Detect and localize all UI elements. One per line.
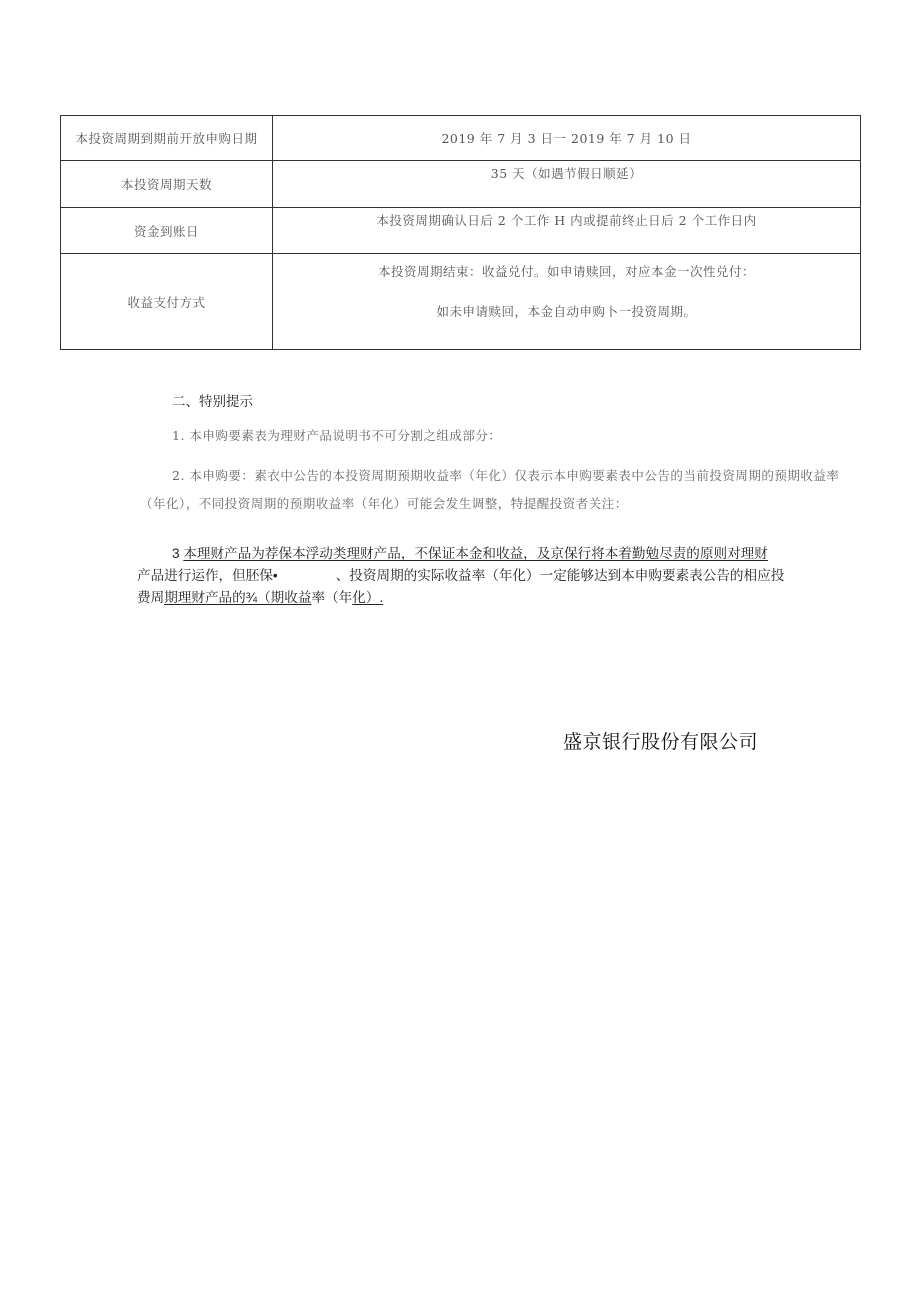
row-value: 35 天（如遇节假日顺延） bbox=[273, 161, 861, 208]
notice-paragraph-2: 2. 本申购要：素衣中公告的本投资周期预期收益率（年化）仅表示本申购要素表中公告的当前投资周期的预期收益率 bbox=[172, 468, 840, 483]
table-row bbox=[61, 116, 861, 161]
paragraph-text: 期理财产品的¾（期收益 bbox=[164, 590, 312, 605]
notice-paragraph-2-cont: （年化），不同投资周期的预期收益率（年化）可能会发生调整，特提醒投资者关注： bbox=[140, 496, 628, 511]
paragraph-text: 率（年 bbox=[311, 590, 353, 605]
paragraph-text: 费周 bbox=[137, 590, 165, 605]
row-value-line: 本投资周期结束：收益兑付。如申请赎回，对应本金一次性兑付： bbox=[377, 264, 755, 279]
row-value-line: 如未申请赎回，本金自动申购卜一投资周期。 bbox=[436, 304, 697, 319]
row-value: 本投资周期确认日后 2 个工作 H 内或提前终止日后 2 个工作日内 bbox=[273, 208, 861, 254]
section-title: 二、特别提示 bbox=[172, 394, 253, 410]
paragraph-text: 产品进行运作，但胚保• bbox=[137, 568, 278, 583]
row-value: 2019 年 7 月 3 日一 2019 年 7 月 10 日 bbox=[273, 116, 861, 161]
paragraph-number: 3 bbox=[172, 546, 180, 561]
paragraph-text: 本理财产品为荐保本浮动类理财产品，不保证本金和收益，及京保行将本着勤勉尽责的原则对理财 bbox=[183, 546, 768, 561]
table-row bbox=[61, 161, 861, 208]
row-label: 收益支付方式 bbox=[61, 254, 273, 350]
table-row bbox=[61, 254, 861, 350]
subscription-elements-table bbox=[60, 115, 861, 350]
row-label: 本投资周期到期前开放申购日期 bbox=[61, 116, 273, 161]
notice-paragraph-1: 1. 本申购要素表为理财产品说明书不可分割之组成部分： bbox=[172, 428, 502, 443]
notice-paragraph-3-line3 bbox=[137, 586, 383, 606]
table-row bbox=[61, 208, 861, 254]
row-label: 本投资周期天数 bbox=[61, 161, 273, 208]
company-name: 盛京银行股份有限公司 bbox=[563, 731, 759, 753]
notice-paragraph-3-line2 bbox=[137, 564, 784, 584]
row-label: 资金到账日 bbox=[61, 208, 273, 254]
paragraph-text: 化）. bbox=[352, 590, 384, 605]
paragraph-text: 、投资周期的实际收益率（年化）一定能够达到本申购要素表公告的相应投 bbox=[335, 568, 785, 583]
notice-paragraph-3 bbox=[172, 542, 768, 562]
row-value bbox=[273, 254, 861, 350]
